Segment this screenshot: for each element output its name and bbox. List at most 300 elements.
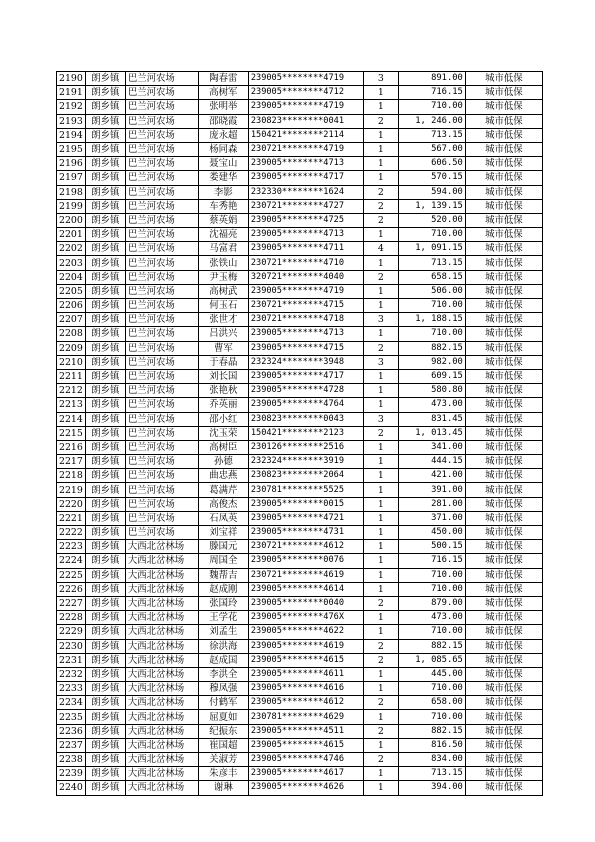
table-row [57,724,543,738]
table-row [57,199,543,213]
township-cell: 朗乡镇 [85,696,125,710]
aid-type-cell: 城市低保 [465,171,542,185]
recipient-name-cell: 于春晶 [198,355,248,369]
recipient-name-cell: 马富君 [198,242,248,256]
household-size-cell: 1 [363,384,398,398]
serial-number-cell: 2216 [57,440,86,454]
recipient-name-cell: 高俊杰 [198,497,248,511]
township-cell: 朗乡镇 [85,341,125,355]
amount-cell: 609.15 [398,369,465,383]
township-cell: 朗乡镇 [85,724,125,738]
recipient-name-cell: 沈福亮 [198,228,248,242]
unit-cell: 大西北岔林场 [125,639,198,653]
household-size-cell: 1 [363,767,398,781]
household-size-cell: 1 [363,228,398,242]
amount-cell: 580.80 [398,384,465,398]
recipient-name-cell: 曲忠燕 [198,469,248,483]
table-row [57,738,543,752]
township-cell: 朗乡镇 [85,100,125,114]
household-size-cell: 2 [363,426,398,440]
aid-type-cell: 城市低保 [465,767,542,781]
household-size-cell: 2 [363,213,398,227]
recipient-name-cell: 聂宝山 [198,157,248,171]
aid-type-cell: 城市低保 [465,497,542,511]
id-number-cell: 230126********2516 [248,440,363,454]
township-cell: 朗乡镇 [85,114,125,128]
household-size-cell: 3 [363,313,398,327]
table-row [57,228,543,242]
unit-cell: 巴兰河农场 [125,128,198,142]
id-number-cell: 239005********4731 [248,526,363,540]
serial-number-cell: 2198 [57,185,86,199]
unit-cell: 巴兰河农场 [125,384,198,398]
table-row [57,86,543,100]
table-row [57,242,543,256]
id-number-cell: 239005********4614 [248,582,363,596]
serial-number-cell: 2219 [57,483,86,497]
recipient-name-cell: 李影 [198,185,248,199]
amount-cell: 982.00 [398,355,465,369]
table-row [57,710,543,724]
table-row [57,611,543,625]
township-cell: 朗乡镇 [85,596,125,610]
serial-number-cell: 2206 [57,299,86,313]
aid-type-cell: 城市低保 [465,455,542,469]
table-body [57,72,543,796]
township-cell: 朗乡镇 [85,611,125,625]
aid-type-cell: 城市低保 [465,611,542,625]
id-number-cell: 230823********0043 [248,412,363,426]
id-number-cell: 239005********4712 [248,86,363,100]
household-size-cell: 2 [363,639,398,653]
recipient-name-cell: 张铁山 [198,256,248,270]
unit-cell: 大西北岔林场 [125,540,198,554]
serial-number-cell: 2230 [57,639,86,653]
amount-cell: 341.00 [398,440,465,454]
table-row [57,696,543,710]
unit-cell: 大西北岔林场 [125,738,198,752]
amount-cell: 710.00 [398,625,465,639]
recipient-name-cell: 娄建华 [198,171,248,185]
amount-cell: 716.15 [398,554,465,568]
unit-cell: 巴兰河农场 [125,440,198,454]
table-row [57,213,543,227]
household-size-cell: 1 [363,540,398,554]
table-row [57,582,543,596]
table-row [57,540,543,554]
unit-cell: 巴兰河农场 [125,100,198,114]
id-number-cell: 320721********4040 [248,270,363,284]
table-row [57,440,543,454]
amount-cell: 567.00 [398,142,465,156]
table-row [57,384,543,398]
id-number-cell: 239005********0015 [248,497,363,511]
township-cell: 朗乡镇 [85,213,125,227]
township-cell: 朗乡镇 [85,582,125,596]
amount-cell: 658.00 [398,696,465,710]
table-row [57,128,543,142]
aid-type-cell: 城市低保 [465,469,542,483]
household-size-cell: 2 [363,114,398,128]
serial-number-cell: 2229 [57,625,86,639]
serial-number-cell: 2192 [57,100,86,114]
township-cell: 朗乡镇 [85,412,125,426]
aid-type-cell: 城市低保 [465,242,542,256]
unit-cell: 巴兰河农场 [125,299,198,313]
unit-cell: 大西北岔林场 [125,753,198,767]
amount-cell: 713.15 [398,256,465,270]
aid-type-cell: 城市低保 [465,313,542,327]
township-cell: 朗乡镇 [85,426,125,440]
township-cell: 朗乡镇 [85,625,125,639]
id-number-cell: 239005********4615 [248,653,363,667]
township-cell: 朗乡镇 [85,185,125,199]
household-size-cell: 1 [363,469,398,483]
amount-cell: 421.00 [398,469,465,483]
household-size-cell: 1 [363,100,398,114]
unit-cell: 巴兰河农场 [125,511,198,525]
township-cell: 朗乡镇 [85,469,125,483]
township-cell: 朗乡镇 [85,753,125,767]
aid-type-cell: 城市低保 [465,355,542,369]
id-number-cell: 230721********4718 [248,313,363,327]
recipient-name-cell: 李洪全 [198,667,248,681]
aid-type-cell: 城市低保 [465,653,542,667]
table-row [57,270,543,284]
household-size-cell: 3 [363,72,398,86]
id-number-cell: 239005********4511 [248,724,363,738]
table-row [57,412,543,426]
amount-cell: 391.00 [398,483,465,497]
amount-cell: 371.00 [398,511,465,525]
id-number-cell: 230721********4719 [248,142,363,156]
serial-number-cell: 2236 [57,724,86,738]
household-size-cell: 1 [363,682,398,696]
id-number-cell: 239005********4713 [248,228,363,242]
serial-number-cell: 2228 [57,611,86,625]
household-size-cell: 2 [363,596,398,610]
recipient-name-cell: 邵小红 [198,412,248,426]
unit-cell: 巴兰河农场 [125,72,198,86]
table-row [57,455,543,469]
id-number-cell: 150421********2114 [248,128,363,142]
township-cell: 朗乡镇 [85,313,125,327]
serial-number-cell: 2213 [57,398,86,412]
id-number-cell: 239005********4619 [248,639,363,653]
table-row [57,72,543,86]
unit-cell: 巴兰河农场 [125,284,198,298]
serial-number-cell: 2197 [57,171,86,185]
recipient-name-cell: 赵成国 [198,653,248,667]
serial-number-cell: 2220 [57,497,86,511]
household-size-cell: 2 [363,185,398,199]
unit-cell: 巴兰河农场 [125,157,198,171]
unit-cell: 大西北岔林场 [125,611,198,625]
aid-type-cell: 城市低保 [465,86,542,100]
id-number-cell: 230721********4612 [248,540,363,554]
township-cell: 朗乡镇 [85,682,125,696]
unit-cell: 大西北岔林场 [125,653,198,667]
recipient-name-cell: 庞永超 [198,128,248,142]
recipient-name-cell: 陶春雷 [198,72,248,86]
recipient-name-cell: 蔡英娟 [198,213,248,227]
serial-number-cell: 2199 [57,199,86,213]
household-size-cell: 1 [363,142,398,156]
township-cell: 朗乡镇 [85,242,125,256]
recipient-name-cell: 刘宝祥 [198,526,248,540]
serial-number-cell: 2193 [57,114,86,128]
recipient-name-cell: 葛满芹 [198,483,248,497]
id-number-cell: 239005********4719 [248,100,363,114]
recipient-name-cell: 曹军 [198,341,248,355]
recipient-name-cell: 崔国超 [198,738,248,752]
amount-cell: 658.15 [398,270,465,284]
amount-cell: 445.00 [398,667,465,681]
unit-cell: 巴兰河农场 [125,497,198,511]
serial-number-cell: 2210 [57,355,86,369]
township-cell: 朗乡镇 [85,554,125,568]
household-size-cell: 1 [363,171,398,185]
id-number-cell: 239005********4717 [248,369,363,383]
unit-cell: 大西北岔林场 [125,682,198,696]
amount-cell: 834.00 [398,753,465,767]
township-cell: 朗乡镇 [85,199,125,213]
unit-cell: 巴兰河农场 [125,369,198,383]
household-size-cell: 2 [363,753,398,767]
table-row [57,313,543,327]
unit-cell: 巴兰河农场 [125,341,198,355]
serial-number-cell: 2231 [57,653,86,667]
township-cell: 朗乡镇 [85,142,125,156]
household-size-cell: 1 [363,667,398,681]
unit-cell: 巴兰河农场 [125,270,198,284]
table-row [57,596,543,610]
amount-cell: 710.00 [398,568,465,582]
aid-type-cell: 城市低保 [465,682,542,696]
amount-cell: 394.00 [398,781,465,795]
id-number-cell: 230721********4715 [248,299,363,313]
id-number-cell: 239005********4622 [248,625,363,639]
table-row [57,781,543,795]
amount-cell: 882.15 [398,639,465,653]
amount-cell: 831.45 [398,412,465,426]
aid-type-cell: 城市低保 [465,667,542,681]
serial-number-cell: 2237 [57,738,86,752]
recipient-name-cell: 朱彦丰 [198,767,248,781]
id-number-cell: 239005********4746 [248,753,363,767]
unit-cell: 大西北岔林场 [125,767,198,781]
id-number-cell: 239005********4728 [248,384,363,398]
household-size-cell: 1 [363,455,398,469]
serial-number-cell: 2238 [57,753,86,767]
household-size-cell: 2 [363,724,398,738]
township-cell: 朗乡镇 [85,86,125,100]
recipient-name-cell: 关淑芳 [198,753,248,767]
amount-cell: 710.00 [398,327,465,341]
aid-type-cell: 城市低保 [465,100,542,114]
serial-number-cell: 2218 [57,469,86,483]
aid-type-cell: 城市低保 [465,724,542,738]
unit-cell: 巴兰河农场 [125,469,198,483]
township-cell: 朗乡镇 [85,72,125,86]
recipient-name-cell: 王学花 [198,611,248,625]
id-number-cell: 239005********4715 [248,341,363,355]
table-row [57,100,543,114]
amount-cell: 1, 085.65 [398,653,465,667]
id-number-cell: 239005********4725 [248,213,363,227]
amount-cell: 594.00 [398,185,465,199]
unit-cell: 巴兰河农场 [125,199,198,213]
household-size-cell: 1 [363,299,398,313]
recipient-name-cell: 高树臣 [198,440,248,454]
recipient-name-cell: 魏帮吉 [198,568,248,582]
household-size-cell: 2 [363,199,398,213]
table-row [57,554,543,568]
aid-type-cell: 城市低保 [465,128,542,142]
recipient-name-cell: 屈夏如 [198,710,248,724]
aid-type-cell: 城市低保 [465,540,542,554]
amount-cell: 882.15 [398,724,465,738]
household-size-cell: 1 [363,483,398,497]
aid-type-cell: 城市低保 [465,596,542,610]
serial-number-cell: 2222 [57,526,86,540]
township-cell: 朗乡镇 [85,256,125,270]
township-cell: 朗乡镇 [85,781,125,795]
recipient-name-cell: 张明举 [198,100,248,114]
id-number-cell: 239005********4611 [248,667,363,681]
aid-type-cell: 城市低保 [465,299,542,313]
aid-type-cell: 城市低保 [465,228,542,242]
serial-number-cell: 2200 [57,213,86,227]
amount-cell: 891.00 [398,72,465,86]
aid-type-cell: 城市低保 [465,625,542,639]
serial-number-cell: 2205 [57,284,86,298]
household-size-cell: 2 [363,270,398,284]
recipient-name-cell: 滕国元 [198,540,248,554]
aid-type-cell: 城市低保 [465,369,542,383]
aid-type-cell: 城市低保 [465,511,542,525]
serial-number-cell: 2212 [57,384,86,398]
aid-type-cell: 城市低保 [465,526,542,540]
serial-number-cell: 2223 [57,540,86,554]
household-size-cell: 1 [363,256,398,270]
amount-cell: 710.00 [398,228,465,242]
aid-type-cell: 城市低保 [465,412,542,426]
table-row [57,526,543,540]
aid-type-cell: 城市低保 [465,554,542,568]
aid-type-cell: 城市低保 [465,185,542,199]
recipient-name-cell: 周国全 [198,554,248,568]
unit-cell: 巴兰河农场 [125,213,198,227]
aid-type-cell: 城市低保 [465,256,542,270]
id-number-cell: 239005********4615 [248,738,363,752]
township-cell: 朗乡镇 [85,511,125,525]
table-row [57,511,543,525]
amount-cell: 710.00 [398,299,465,313]
table-row [57,355,543,369]
recipient-name-cell: 张国玲 [198,596,248,610]
household-size-cell: 1 [363,511,398,525]
table-row [57,667,543,681]
id-number-cell: 239005********4711 [248,242,363,256]
recipient-name-cell: 刘孟生 [198,625,248,639]
id-number-cell: 239005********4713 [248,327,363,341]
table-row [57,369,543,383]
id-number-cell: 239005********0040 [248,596,363,610]
unit-cell: 巴兰河农场 [125,327,198,341]
amount-cell: 1, 013.45 [398,426,465,440]
household-size-cell: 1 [363,710,398,724]
serial-number-cell: 2191 [57,86,86,100]
id-number-cell: 239005********476X [248,611,363,625]
serial-number-cell: 2214 [57,412,86,426]
township-cell: 朗乡镇 [85,710,125,724]
township-cell: 朗乡镇 [85,667,125,681]
recipient-name-cell: 刘长国 [198,369,248,383]
amount-cell: 716.15 [398,86,465,100]
township-cell: 朗乡镇 [85,455,125,469]
household-size-cell: 1 [363,497,398,511]
table-row [57,284,543,298]
township-cell: 朗乡镇 [85,568,125,582]
relief-roster-table [56,71,543,796]
household-size-cell: 1 [363,369,398,383]
recipient-name-cell: 乔英丽 [198,398,248,412]
id-number-cell: 239005********0076 [248,554,363,568]
serial-number-cell: 2233 [57,682,86,696]
amount-cell: 1, 246.00 [398,114,465,128]
amount-cell: 281.00 [398,497,465,511]
township-cell: 朗乡镇 [85,497,125,511]
township-cell: 朗乡镇 [85,440,125,454]
unit-cell: 巴兰河农场 [125,114,198,128]
aid-type-cell: 城市低保 [465,114,542,128]
household-size-cell: 1 [363,554,398,568]
aid-type-cell: 城市低保 [465,398,542,412]
township-cell: 朗乡镇 [85,327,125,341]
id-number-cell: 232324********3948 [248,355,363,369]
household-size-cell: 4 [363,242,398,256]
household-size-cell: 1 [363,284,398,298]
serial-number-cell: 2204 [57,270,86,284]
aid-type-cell: 城市低保 [465,568,542,582]
id-number-cell: 239005********4617 [248,767,363,781]
household-size-cell: 1 [363,738,398,752]
table-row [57,157,543,171]
unit-cell: 大西北岔林场 [125,667,198,681]
township-cell: 朗乡镇 [85,270,125,284]
amount-cell: 713.15 [398,767,465,781]
aid-type-cell: 城市低保 [465,384,542,398]
serial-number-cell: 2194 [57,128,86,142]
household-size-cell: 1 [363,611,398,625]
unit-cell: 大西北岔林场 [125,724,198,738]
aid-type-cell: 城市低保 [465,582,542,596]
unit-cell: 巴兰河农场 [125,171,198,185]
recipient-name-cell: 付鹤军 [198,696,248,710]
recipient-name-cell: 车秀艳 [198,199,248,213]
table-row [57,625,543,639]
unit-cell: 巴兰河农场 [125,142,198,156]
township-cell: 朗乡镇 [85,128,125,142]
unit-cell: 巴兰河农场 [125,412,198,426]
unit-cell: 巴兰河农场 [125,256,198,270]
recipient-name-cell: 孙德 [198,455,248,469]
id-number-cell: 230721********4619 [248,568,363,582]
household-size-cell: 1 [363,582,398,596]
aid-type-cell: 城市低保 [465,72,542,86]
unit-cell: 巴兰河农场 [125,185,198,199]
